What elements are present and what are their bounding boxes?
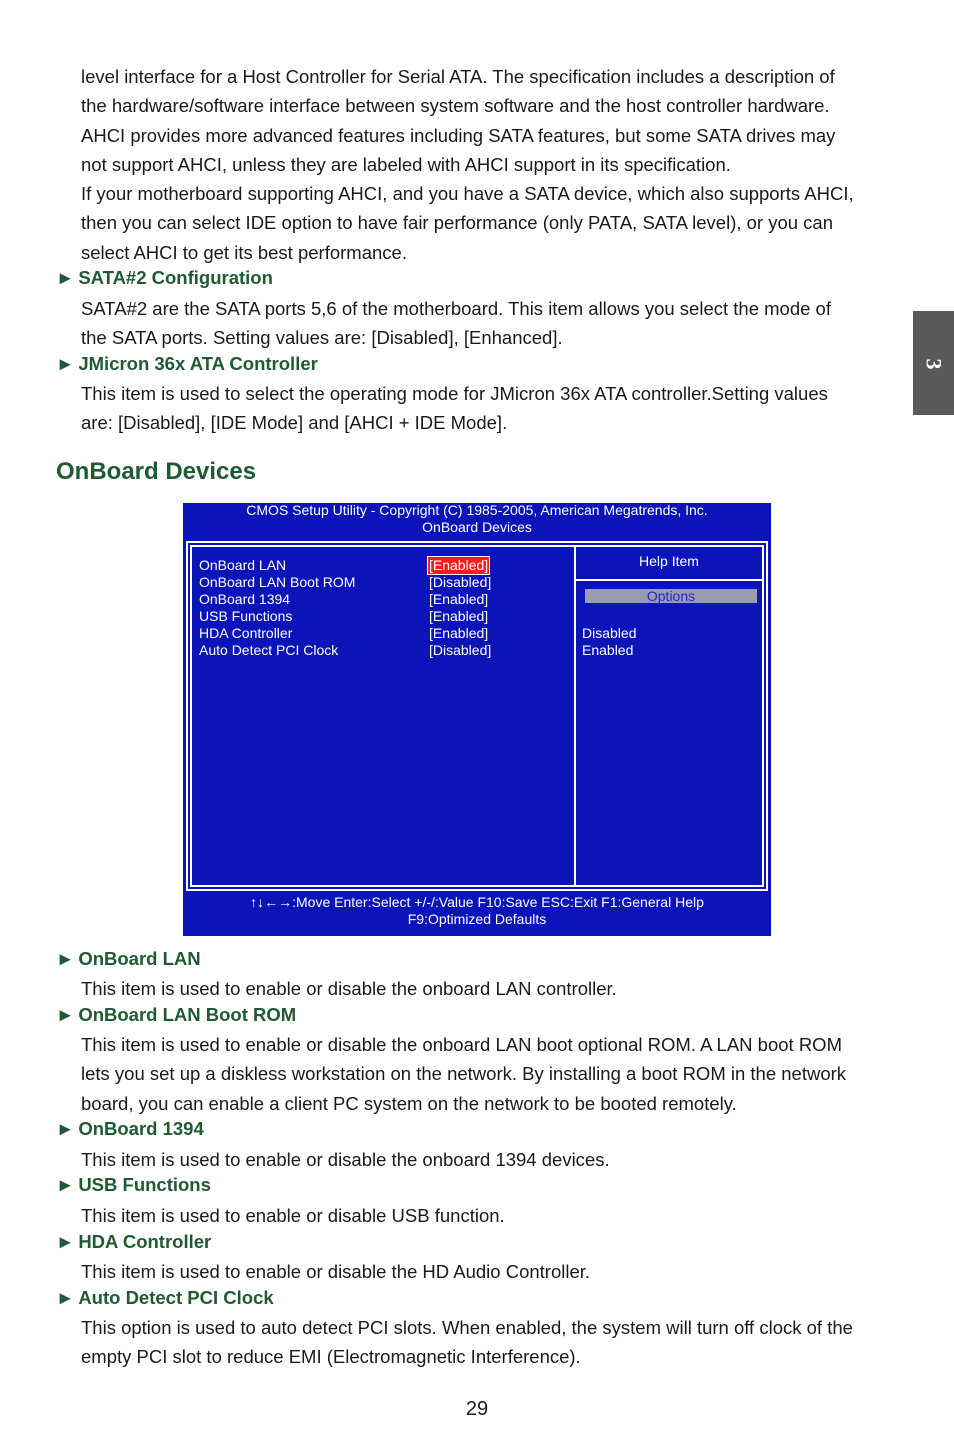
text-line: the SATA ports. Setting values are: [Disabled], [Enhanced]. bbox=[81, 327, 563, 349]
pci-clock-heading bbox=[56, 1287, 274, 1309]
arrow-bullet-icon: ► bbox=[56, 1287, 75, 1308]
hda-controller-description bbox=[81, 1257, 901, 1286]
text-line: not support AHCI, unless they are labeled with AHCI support in its specification. bbox=[81, 153, 731, 175]
lan-boot-rom-heading bbox=[56, 1004, 296, 1026]
jmicron-description bbox=[81, 379, 901, 438]
hda-controller-heading bbox=[56, 1231, 211, 1253]
text-line: are: [Disabled], [IDE Mode] and [AHCI + IDE Mode]. bbox=[81, 412, 508, 434]
page-number: 29 bbox=[465, 1398, 489, 1420]
lan-boot-rom-description bbox=[81, 1030, 901, 1118]
bios-value-usb-functions[interactable]: [Enabled] bbox=[429, 608, 489, 624]
text-line: select AHCI to get its best performance. bbox=[81, 241, 407, 263]
bios-copyright: CMOS Setup Utility - Copyright (C) 1985-2005, American Megatrends, Inc. bbox=[246, 502, 708, 518]
arrow-bullet-icon: ► bbox=[56, 1174, 75, 1195]
bios-page-title: OnBoard Devices bbox=[422, 519, 532, 535]
bios-item-usb-functions[interactable]: USB Functions bbox=[199, 608, 293, 624]
jmicron-heading bbox=[56, 353, 318, 375]
onboard-1394-heading bbox=[56, 1118, 204, 1140]
text-line: This item is used to enable or disable the HD Audio Controller. bbox=[81, 1261, 591, 1282]
heading-text: OnBoard 1394 bbox=[78, 1118, 204, 1139]
text-line: AHCI provides more advanced features including SATA features, but some SATA drives may bbox=[81, 124, 836, 146]
bios-key-help: ↑↓←→:Move Enter:Select +/-/:Value F10:Save ESC:Exit F1:General Help bbox=[250, 894, 704, 910]
sata2-description bbox=[81, 294, 901, 353]
bios-frame bbox=[186, 541, 768, 891]
text-line: This item is used to enable or disable the onboard LAN controller. bbox=[81, 978, 617, 999]
options-label: Options bbox=[585, 589, 757, 603]
section-title: OnBoard Devices bbox=[56, 458, 257, 485]
heading-text: JMicron 36x ATA Controller bbox=[78, 353, 318, 374]
bios-value-pci-clock[interactable]: [Disabled] bbox=[429, 642, 492, 658]
heading-text: Auto Detect PCI Clock bbox=[78, 1287, 274, 1308]
bios-item-onboard-lan[interactable]: OnBoard LAN bbox=[199, 557, 287, 573]
arrow-bullet-icon: ► bbox=[56, 353, 75, 374]
arrow-bullet-icon: ► bbox=[56, 1231, 75, 1252]
bios-screen bbox=[183, 503, 771, 936]
onboard-lan-description bbox=[81, 974, 901, 1003]
help-item-title: Help Item bbox=[639, 553, 699, 569]
bios-value-onboard-1394[interactable]: [Enabled] bbox=[429, 591, 489, 607]
bios-item-lan-boot-rom[interactable]: OnBoard LAN Boot ROM bbox=[199, 574, 356, 590]
onboard-lan-heading bbox=[56, 948, 201, 970]
intro-paragraph bbox=[81, 62, 901, 267]
text-line: level interface for a Host Controller for Serial ATA. The specification includes a description of bbox=[81, 66, 835, 87]
bios-value-onboard-lan[interactable]: [Enabled] bbox=[429, 557, 489, 573]
heading-text: USB Functions bbox=[78, 1174, 211, 1195]
heading-text: OnBoard LAN Boot ROM bbox=[78, 1004, 297, 1025]
arrow-bullet-icon: ► bbox=[56, 1118, 75, 1139]
bios-item-pci-clock[interactable]: Auto Detect PCI Clock bbox=[199, 642, 339, 658]
bios-inner-frame bbox=[190, 545, 764, 887]
text-line: empty PCI slot to reduce EMI (Electromagnetic Interference). bbox=[81, 1346, 581, 1368]
heading-text: OnBoard LAN bbox=[78, 948, 201, 969]
panel-divider bbox=[574, 547, 576, 885]
arrow-bullet-icon: ► bbox=[56, 1004, 75, 1025]
onboard-1394-description bbox=[81, 1145, 901, 1174]
bios-key-help-defaults: F9:Optimized Defaults bbox=[407, 911, 547, 927]
text-line: lets you set up a diskless workstation on the network. By installing a boot ROM in the network bbox=[81, 1063, 847, 1085]
bios-value-lan-boot-rom[interactable]: [Disabled] bbox=[429, 574, 492, 590]
usb-functions-heading bbox=[56, 1174, 211, 1196]
arrow-bullet-icon: ► bbox=[56, 267, 75, 288]
usb-functions-description bbox=[81, 1201, 901, 1230]
pci-clock-description bbox=[81, 1313, 901, 1372]
text-line: SATA#2 are the SATA ports 5,6 of the motherboard. This item allows you select the mode of bbox=[81, 298, 831, 319]
text-line: This item is used to enable or disable the onboard 1394 devices. bbox=[81, 1149, 610, 1170]
text-line: This item is used to enable or disable USB function. bbox=[81, 1205, 505, 1226]
sata2-heading bbox=[56, 267, 273, 289]
bios-item-onboard-1394[interactable]: OnBoard 1394 bbox=[199, 591, 291, 607]
text-line: board, you can enable a client PC system on the network to be booted remotely. bbox=[81, 1092, 737, 1114]
text-line: This option is used to auto detect PCI slots. When enabled, the system will turn off clock of the bbox=[81, 1317, 853, 1338]
text-line: then you can select IDE option to have fair performance (only PATA, SATA level), or you can bbox=[81, 212, 834, 234]
arrow-bullet-icon: ► bbox=[56, 948, 75, 969]
bios-value-hda-controller[interactable]: [Enabled] bbox=[429, 625, 489, 641]
text-line: This item is used to select the operating mode for JMicron 36x ATA controller.Setting values bbox=[81, 383, 828, 404]
text-line: the hardware/software interface between system software and the host controller hardware. bbox=[81, 95, 830, 117]
option-enabled[interactable]: Enabled bbox=[582, 642, 634, 658]
heading-text: HDA Controller bbox=[78, 1231, 212, 1252]
text-line: This item is used to enable or disable the onboard LAN boot optional ROM. A LAN boot ROM bbox=[81, 1034, 842, 1055]
bios-item-hda-controller[interactable]: HDA Controller bbox=[199, 625, 293, 641]
chapter-tab bbox=[913, 311, 954, 415]
option-disabled[interactable]: Disabled bbox=[582, 625, 637, 641]
chapter-number: 3 bbox=[921, 358, 947, 370]
text-line: If your motherboard supporting AHCI, and you have a SATA device, which also supports AHCI, bbox=[81, 183, 854, 205]
heading-text: SATA#2 Configuration bbox=[78, 267, 273, 288]
help-divider bbox=[576, 579, 762, 581]
